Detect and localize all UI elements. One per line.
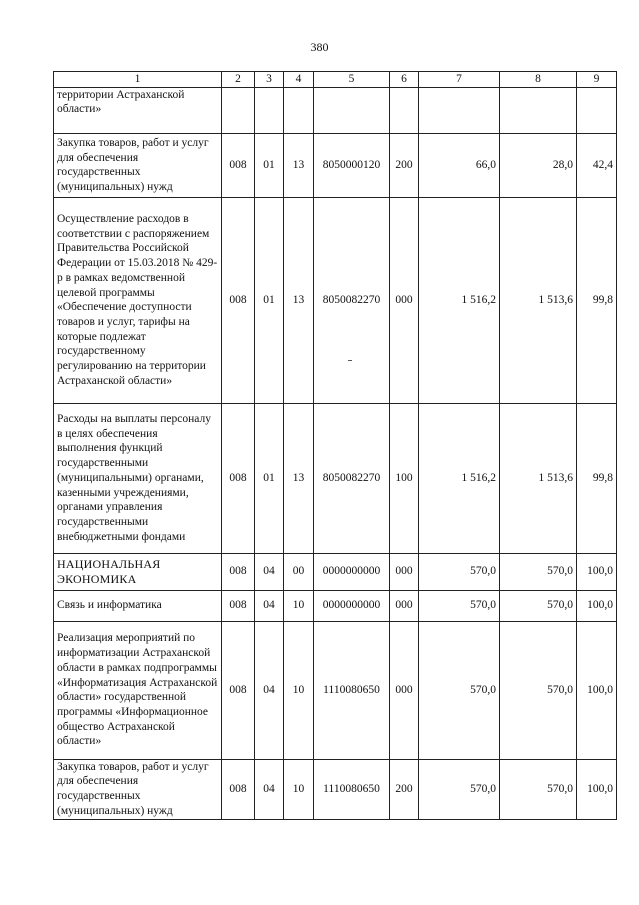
cell-expense-type: 000 — [390, 621, 419, 759]
cell-admin-code: 008 — [222, 621, 255, 759]
cell-executed: 570,0 — [500, 590, 577, 621]
table-row — [54, 553, 617, 590]
cell-percent: 42,4 — [577, 133, 617, 197]
scan-speck — [348, 360, 352, 361]
cell-target-article: 1110080650 — [314, 621, 390, 759]
row-name: территории Астраханской области» — [54, 87, 222, 133]
column-header: 6 — [390, 72, 419, 88]
cell-expense-type: 000 — [390, 197, 419, 403]
cell-percent: 100,0 — [577, 553, 617, 590]
cell-expense-type: 100 — [390, 403, 419, 553]
cell-subsection: 13 — [284, 403, 314, 553]
cell-percent: 99,8 — [577, 403, 617, 553]
cell-section: 04 — [255, 621, 284, 759]
cell-admin-code: 008 — [222, 197, 255, 403]
cell-section — [255, 87, 284, 133]
cell-executed: 570,0 — [500, 621, 577, 759]
cell-target-article: 0000000000 — [314, 553, 390, 590]
cell-target-article: 8050082270 — [314, 403, 390, 553]
row-name: Закупка товаров, работ и услуг для обеспечения государственных (муниципальных) нужд — [54, 759, 222, 819]
row-name: Расходы на выплаты персоналу в целях обеспечения выполнения функций государственными (муниципальными) органами, казенными учреждениями, органами управления государственными внебюджетными фондами — [54, 403, 222, 553]
cell-subsection: 10 — [284, 590, 314, 621]
cell-section: 01 — [255, 403, 284, 553]
column-header: 9 — [577, 72, 617, 88]
cell-subsection: 10 — [284, 621, 314, 759]
column-header: 7 — [419, 72, 500, 88]
table-row — [54, 759, 617, 819]
cell-planned: 570,0 — [419, 590, 500, 621]
cell-section: 04 — [255, 590, 284, 621]
cell-percent: 100,0 — [577, 621, 617, 759]
cell-expense-type: 000 — [390, 553, 419, 590]
cell-executed: 570,0 — [500, 553, 577, 590]
cell-subsection — [284, 87, 314, 133]
cell-executed: 570,0 — [500, 759, 577, 819]
cell-planned: 1 516,2 — [419, 403, 500, 553]
cell-section: 04 — [255, 759, 284, 819]
cell-executed: 1 513,6 — [500, 403, 577, 553]
row-name: НАЦИОНАЛЬНАЯ ЭКОНОМИКА — [54, 553, 222, 590]
cell-expense-type: 200 — [390, 133, 419, 197]
cell-target-article: 1110080650 — [314, 759, 390, 819]
row-name: Закупка товаров, работ и услуг для обеспечения государственных (муниципальных) нужд — [54, 133, 222, 197]
cell-subsection: 10 — [284, 759, 314, 819]
cell-planned: 1 516,2 — [419, 197, 500, 403]
table-row — [54, 87, 617, 133]
cell-expense-type: 200 — [390, 759, 419, 819]
cell-percent: 100,0 — [577, 759, 617, 819]
cell-planned: 66,0 — [419, 133, 500, 197]
row-name: Связь и информатика — [54, 590, 222, 621]
cell-subsection: 00 — [284, 553, 314, 590]
cell-percent: 100,0 — [577, 590, 617, 621]
cell-target-article: 8050000120 — [314, 133, 390, 197]
cell-percent: 99,8 — [577, 197, 617, 403]
column-header: 1 — [54, 72, 222, 88]
cell-subsection: 13 — [284, 197, 314, 403]
cell-target-article — [314, 87, 390, 133]
column-header: 5 — [314, 72, 390, 88]
cell-target-article: 8050082270 — [314, 197, 390, 403]
cell-section: 04 — [255, 553, 284, 590]
cell-planned — [419, 87, 500, 133]
cell-admin-code: 008 — [222, 133, 255, 197]
table-header — [54, 72, 617, 88]
cell-admin-code — [222, 87, 255, 133]
page-number: 380 — [310, 40, 329, 54]
cell-target-article: 0000000000 — [314, 590, 390, 621]
cell-admin-code: 008 — [222, 759, 255, 819]
row-name: Осуществление расходов в соответствии с распоряжением Правительства Российской Федерации от 15.03.2018 № 429-р в рамках ведомственной целевой программы «Обеспечение доступности товаров и услуг, тарифы на которые подлежат государственному регулированию на территории Астраханской области» — [54, 197, 222, 403]
header-row — [54, 72, 617, 88]
cell-subsection: 13 — [284, 133, 314, 197]
cell-percent — [577, 87, 617, 133]
cell-admin-code: 008 — [222, 403, 255, 553]
cell-expense-type — [390, 87, 419, 133]
table-row — [54, 197, 617, 403]
cell-executed: 1 513,6 — [500, 197, 577, 403]
table-row — [54, 590, 617, 621]
cell-section: 01 — [255, 133, 284, 197]
column-header: 8 — [500, 72, 577, 88]
cell-section: 01 — [255, 197, 284, 403]
cell-executed: 28,0 — [500, 133, 577, 197]
row-name: Реализация мероприятий по информатизации Астраханской области в рамках подпрограммы «Информатизация Астраханской области» государственной программы «Информационное общество Астраханской области» — [54, 621, 222, 759]
cell-admin-code: 008 — [222, 590, 255, 621]
cell-admin-code: 008 — [222, 553, 255, 590]
cell-planned: 570,0 — [419, 759, 500, 819]
table-row — [54, 621, 617, 759]
table-row — [54, 403, 617, 553]
cell-executed — [500, 87, 577, 133]
column-header: 3 — [255, 72, 284, 88]
cell-planned: 570,0 — [419, 553, 500, 590]
column-header: 4 — [284, 72, 314, 88]
cell-expense-type: 000 — [390, 590, 419, 621]
column-header: 2 — [222, 72, 255, 88]
table-row — [54, 133, 617, 197]
cell-planned: 570,0 — [419, 621, 500, 759]
budget-table — [53, 71, 617, 820]
